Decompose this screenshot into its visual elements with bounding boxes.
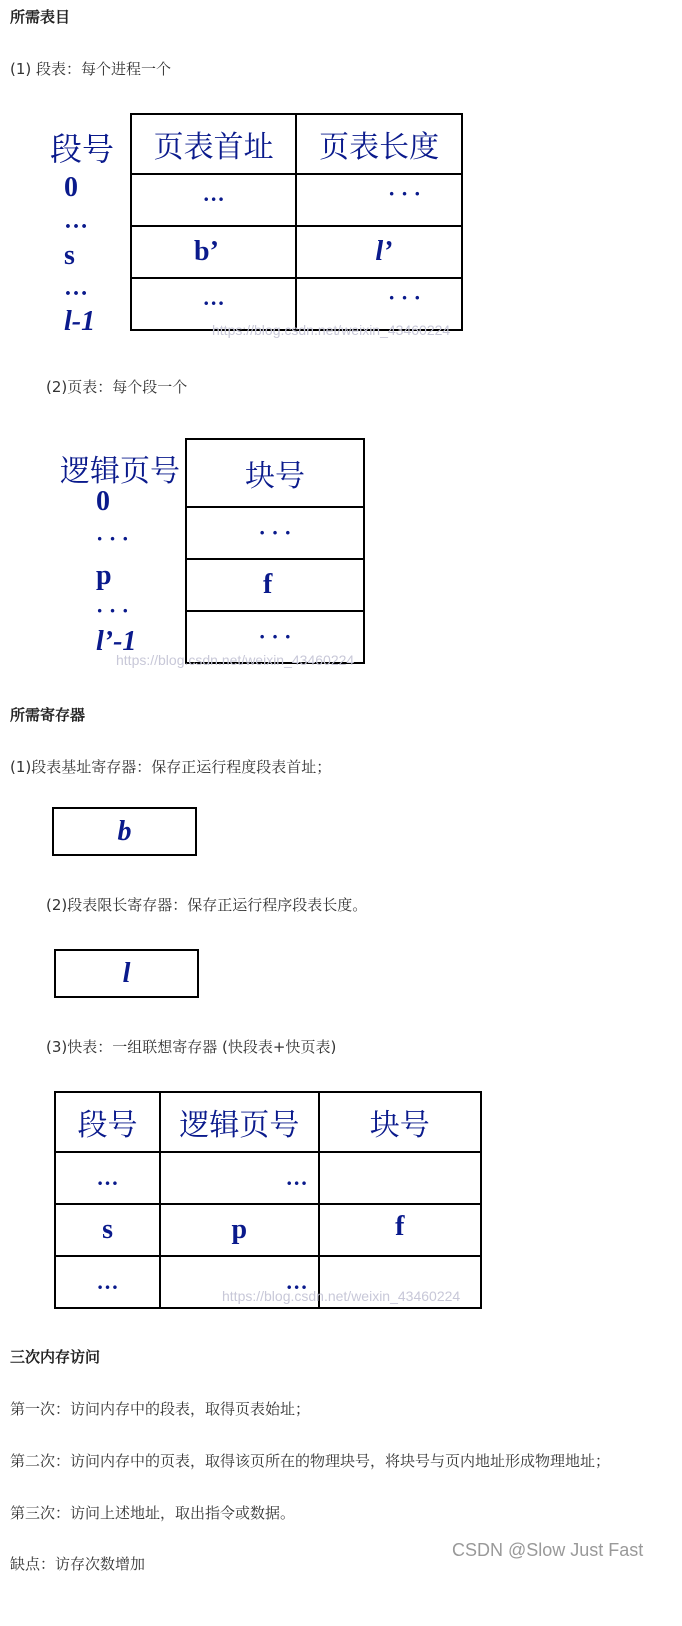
page-cell-1: f	[186, 559, 364, 611]
fast-cell-2-1: …	[160, 1256, 318, 1308]
access-3: 第三次：访问上述地址，取出指令或数据。	[10, 1504, 296, 1522]
registers-heading: 所需寄存器	[10, 706, 86, 724]
limit-register-box	[54, 949, 199, 998]
fast-cell-2-0: …	[55, 1256, 160, 1308]
access-2: 第二次：访问内存中的页表，取得该页所在的物理块号，将块号与页内地址形成物理地址；	[10, 1452, 611, 1470]
fast-table	[54, 1091, 482, 1309]
segment-row-header: 段号	[50, 130, 115, 168]
base-register-value: b	[117, 815, 132, 847]
table-row	[186, 507, 364, 559]
fast-cell-0-0: …	[55, 1152, 160, 1204]
segment-cell-1-1: l’	[296, 226, 462, 278]
segment-cell-0-1: · · ·	[296, 174, 462, 226]
segment-row-label-2: s	[64, 240, 75, 271]
page-row-label-0: 0	[96, 486, 110, 517]
fast-cell-1-0: s	[55, 1204, 160, 1256]
fast-cell-1-2: f	[319, 1204, 481, 1256]
three-access-heading: 三次内存访问	[10, 1348, 101, 1366]
segment-table-desc: (1) 段表：每个进程一个	[10, 60, 172, 78]
fast-table-desc: (3)快表：一组联想寄存器 (快段表+快页表)	[46, 1038, 337, 1056]
tables-heading: 所需表目	[10, 8, 71, 26]
segment-row-label-1: …	[64, 208, 88, 234]
base-register-box	[52, 807, 197, 856]
page-table	[185, 438, 365, 664]
page-row-label-4: l’-1	[96, 626, 137, 657]
limit-register-value: l	[122, 957, 131, 989]
segment-col-header-0: 页表首址	[131, 114, 296, 174]
watermark-1: https://blog.csdn.net/weixin_43460224	[212, 322, 451, 338]
drawback: 缺点：访存次数增加	[10, 1555, 146, 1573]
fast-col-header-2: 块号	[319, 1092, 481, 1152]
page-row-label-1: · · ·	[96, 526, 130, 551]
segment-row-label-4: l-1	[64, 306, 96, 337]
table-row	[55, 1152, 481, 1204]
segment-row-label-0: 0	[64, 172, 78, 203]
seg-limit-reg-desc: (2)段表限长寄存器：保存正运行程序段表长度。	[46, 896, 368, 914]
segment-col-header-1: 页表长度	[296, 114, 462, 174]
watermark-3: https://blog.csdn.net/weixin_43460224	[222, 1288, 461, 1304]
segment-cell-2-1: · · ·	[296, 278, 462, 330]
table-row	[186, 559, 364, 611]
segment-table-header-row	[131, 114, 462, 174]
watermark-2: https://blog.csdn.net/weixin_43460224	[116, 652, 355, 668]
fast-table-header-row	[55, 1092, 481, 1152]
page-row-label-3: · · ·	[96, 598, 130, 623]
page-row-label-2: p	[96, 560, 112, 591]
segment-cell-2-0: …	[131, 278, 296, 330]
segment-row-label-3: …	[64, 275, 88, 301]
table-row	[55, 1204, 481, 1256]
page-table-desc: (2)页表：每个段一个	[46, 378, 188, 396]
table-row	[131, 226, 462, 278]
fast-cell-0-1: …	[160, 1152, 318, 1204]
fast-col-header-0: 段号	[55, 1092, 160, 1152]
table-row	[131, 174, 462, 226]
csdn-footer-watermark: CSDN @Slow Just Fast	[452, 1540, 644, 1560]
fast-cell-1-1: p	[160, 1204, 318, 1256]
fast-cell-0-2	[319, 1152, 481, 1204]
segment-cell-1-0: b’	[131, 226, 296, 278]
page-cell-2: · · ·	[186, 611, 364, 663]
page-cell-0: · · ·	[186, 507, 364, 559]
seg-base-reg-desc: (1)段表基址寄存器：保存正运行程度段表首址；	[10, 758, 332, 776]
access-1: 第一次：访问内存中的段表，取得页表始址；	[10, 1400, 311, 1418]
page-row-header: 逻辑页号	[60, 454, 180, 489]
segment-cell-0-0: …	[131, 174, 296, 226]
segment-table	[130, 113, 463, 331]
fast-col-header-1: 逻辑页号	[160, 1092, 318, 1152]
page-col-header: 块号	[186, 439, 364, 507]
page-table-header-row	[186, 439, 364, 507]
